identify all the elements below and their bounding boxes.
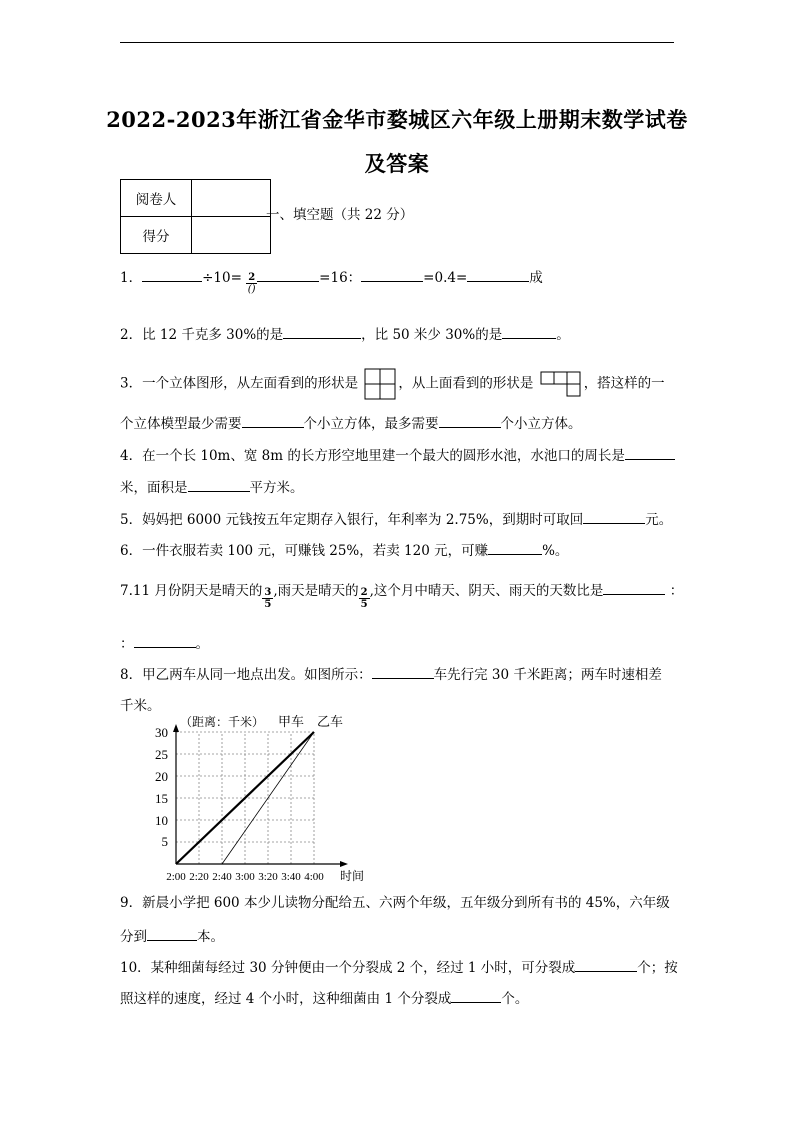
series-label: 甲车	[277, 715, 305, 730]
page-title-line2: 及答案	[364, 151, 430, 176]
x-tick-label: 2:00	[166, 871, 186, 883]
distance-time-chart	[140, 715, 380, 890]
question-8-cont: 千米。	[120, 698, 161, 714]
question-6: 6．一件衣服若卖 100 元，可赚钱 25%，若卖 120 元，可赚 %。	[120, 543, 569, 559]
y-axis-arrow	[173, 724, 179, 732]
question-8: 8．甲乙两车从同一地点出发。如图所示： 车先行完 30 千米距离；两车时速相差	[120, 667, 662, 683]
question-10-cont: 照这样的速度，经过 4 个小时，这种细菌由 1 个分裂成 个。	[120, 991, 529, 1007]
answer-blank[interactable]	[502, 325, 556, 339]
question-4: 4．在一个长 10m、宽 8m 的长方形空地里建一个最大的圆形水池，水池口的周长是	[120, 446, 675, 465]
question-9: 9．新晨小学把 600 本少儿读物分配给五、六两个年级，五年级分到所有书的 45%，六年级	[120, 895, 670, 911]
x-tick-label: 4:00	[304, 871, 324, 883]
answer-blank[interactable]	[257, 268, 319, 282]
question-3-cont: 个立体模型最少需要 个小立方体，最多需要 个小立方体。	[120, 416, 582, 432]
x-axis-arrow	[340, 861, 348, 867]
top-view-shape	[540, 371, 582, 397]
section-heading: 一、填空题（共 22 分）	[266, 207, 414, 223]
y-tick-label: 20	[155, 769, 168, 784]
score-cell	[192, 217, 271, 254]
answer-blank[interactable]	[283, 325, 361, 339]
series-label: 乙车	[316, 715, 344, 730]
answer-blank[interactable]	[147, 927, 197, 941]
score-table	[120, 179, 271, 254]
question-4-cont: 米，面积是 平方米。	[120, 480, 304, 496]
y-tick-label: 15	[155, 791, 168, 806]
answer-blank[interactable]	[488, 541, 542, 555]
answer-blank[interactable]	[242, 414, 304, 428]
fraction: $\frac{2}{5}$	[360, 587, 368, 610]
x-axis-label: 时间	[339, 869, 365, 883]
x-tick-label: 2:40	[212, 871, 232, 883]
y-tick-label: 5	[161, 834, 168, 849]
answer-blank[interactable]	[467, 268, 529, 282]
question-7: 7.11 月份阴天是晴天的 $\frac{3}{5}$ ,雨天是晴天的 $\frac{2}{5}$ ,这个月中晴天、阴天、雨天的天数比是 ：	[120, 583, 684, 610]
x-tick-label: 3:20	[258, 871, 278, 883]
answer-blank[interactable]	[575, 958, 637, 972]
reviewer-label: 阅卷人	[121, 180, 192, 217]
answer-blank[interactable]	[188, 478, 250, 492]
reviewer-cell	[192, 180, 271, 217]
answer-blank[interactable]	[142, 268, 202, 282]
answer-blank[interactable]	[583, 510, 645, 524]
page-title: 2022-2023年浙江省金华市婺城区六年级上册期末数学试卷	[106, 107, 688, 132]
x-tick-label: 2:20	[189, 871, 209, 883]
y-axis-label: （距离：千米）	[180, 715, 265, 729]
y-tick-label: 25	[155, 747, 168, 762]
question-9-cont: 分到 本。	[120, 929, 224, 945]
answer-blank[interactable]	[625, 446, 675, 460]
x-tick-label: 3:00	[235, 871, 255, 883]
answer-blank[interactable]	[603, 581, 665, 595]
score-label: 得分	[121, 217, 192, 254]
fraction: $\frac{2}{()}$	[247, 272, 256, 295]
question-1: 1． ÷10= $\frac{2}{()}$ =16： =0.4= 成	[120, 270, 543, 295]
x-tick-label: 3:40	[281, 871, 301, 883]
question-7-cont: ： 。	[120, 636, 209, 652]
question-10: 10．某种细菌每经过 30 分钟便由一个分裂成 2 个，经过 1 小时，可分裂成 个；按	[120, 960, 678, 976]
answer-blank[interactable]	[372, 665, 434, 679]
question-5: 5．妈妈把 6000 元钱按五年定期存入银行，年利率为 2.75%，到期时可取回 元。	[120, 512, 673, 528]
left-view-shape	[364, 368, 396, 400]
answer-blank[interactable]	[451, 989, 501, 1003]
answer-blank[interactable]	[439, 414, 501, 428]
question-3: 3．一个立体图形，从左面看到的形状是 ，从上面看到的形状是 ，搭这样的一	[120, 368, 665, 400]
question-2: 2．比 12 千克多 30%的是 ，比 50 米少 30%的是 。	[120, 327, 570, 343]
header-rule	[120, 42, 674, 43]
answer-blank[interactable]	[361, 268, 423, 282]
y-tick-label: 30	[155, 725, 168, 740]
answer-blank[interactable]	[134, 634, 196, 648]
y-tick-label: 10	[155, 813, 168, 828]
fraction: $\frac{3}{5}$	[264, 587, 272, 610]
